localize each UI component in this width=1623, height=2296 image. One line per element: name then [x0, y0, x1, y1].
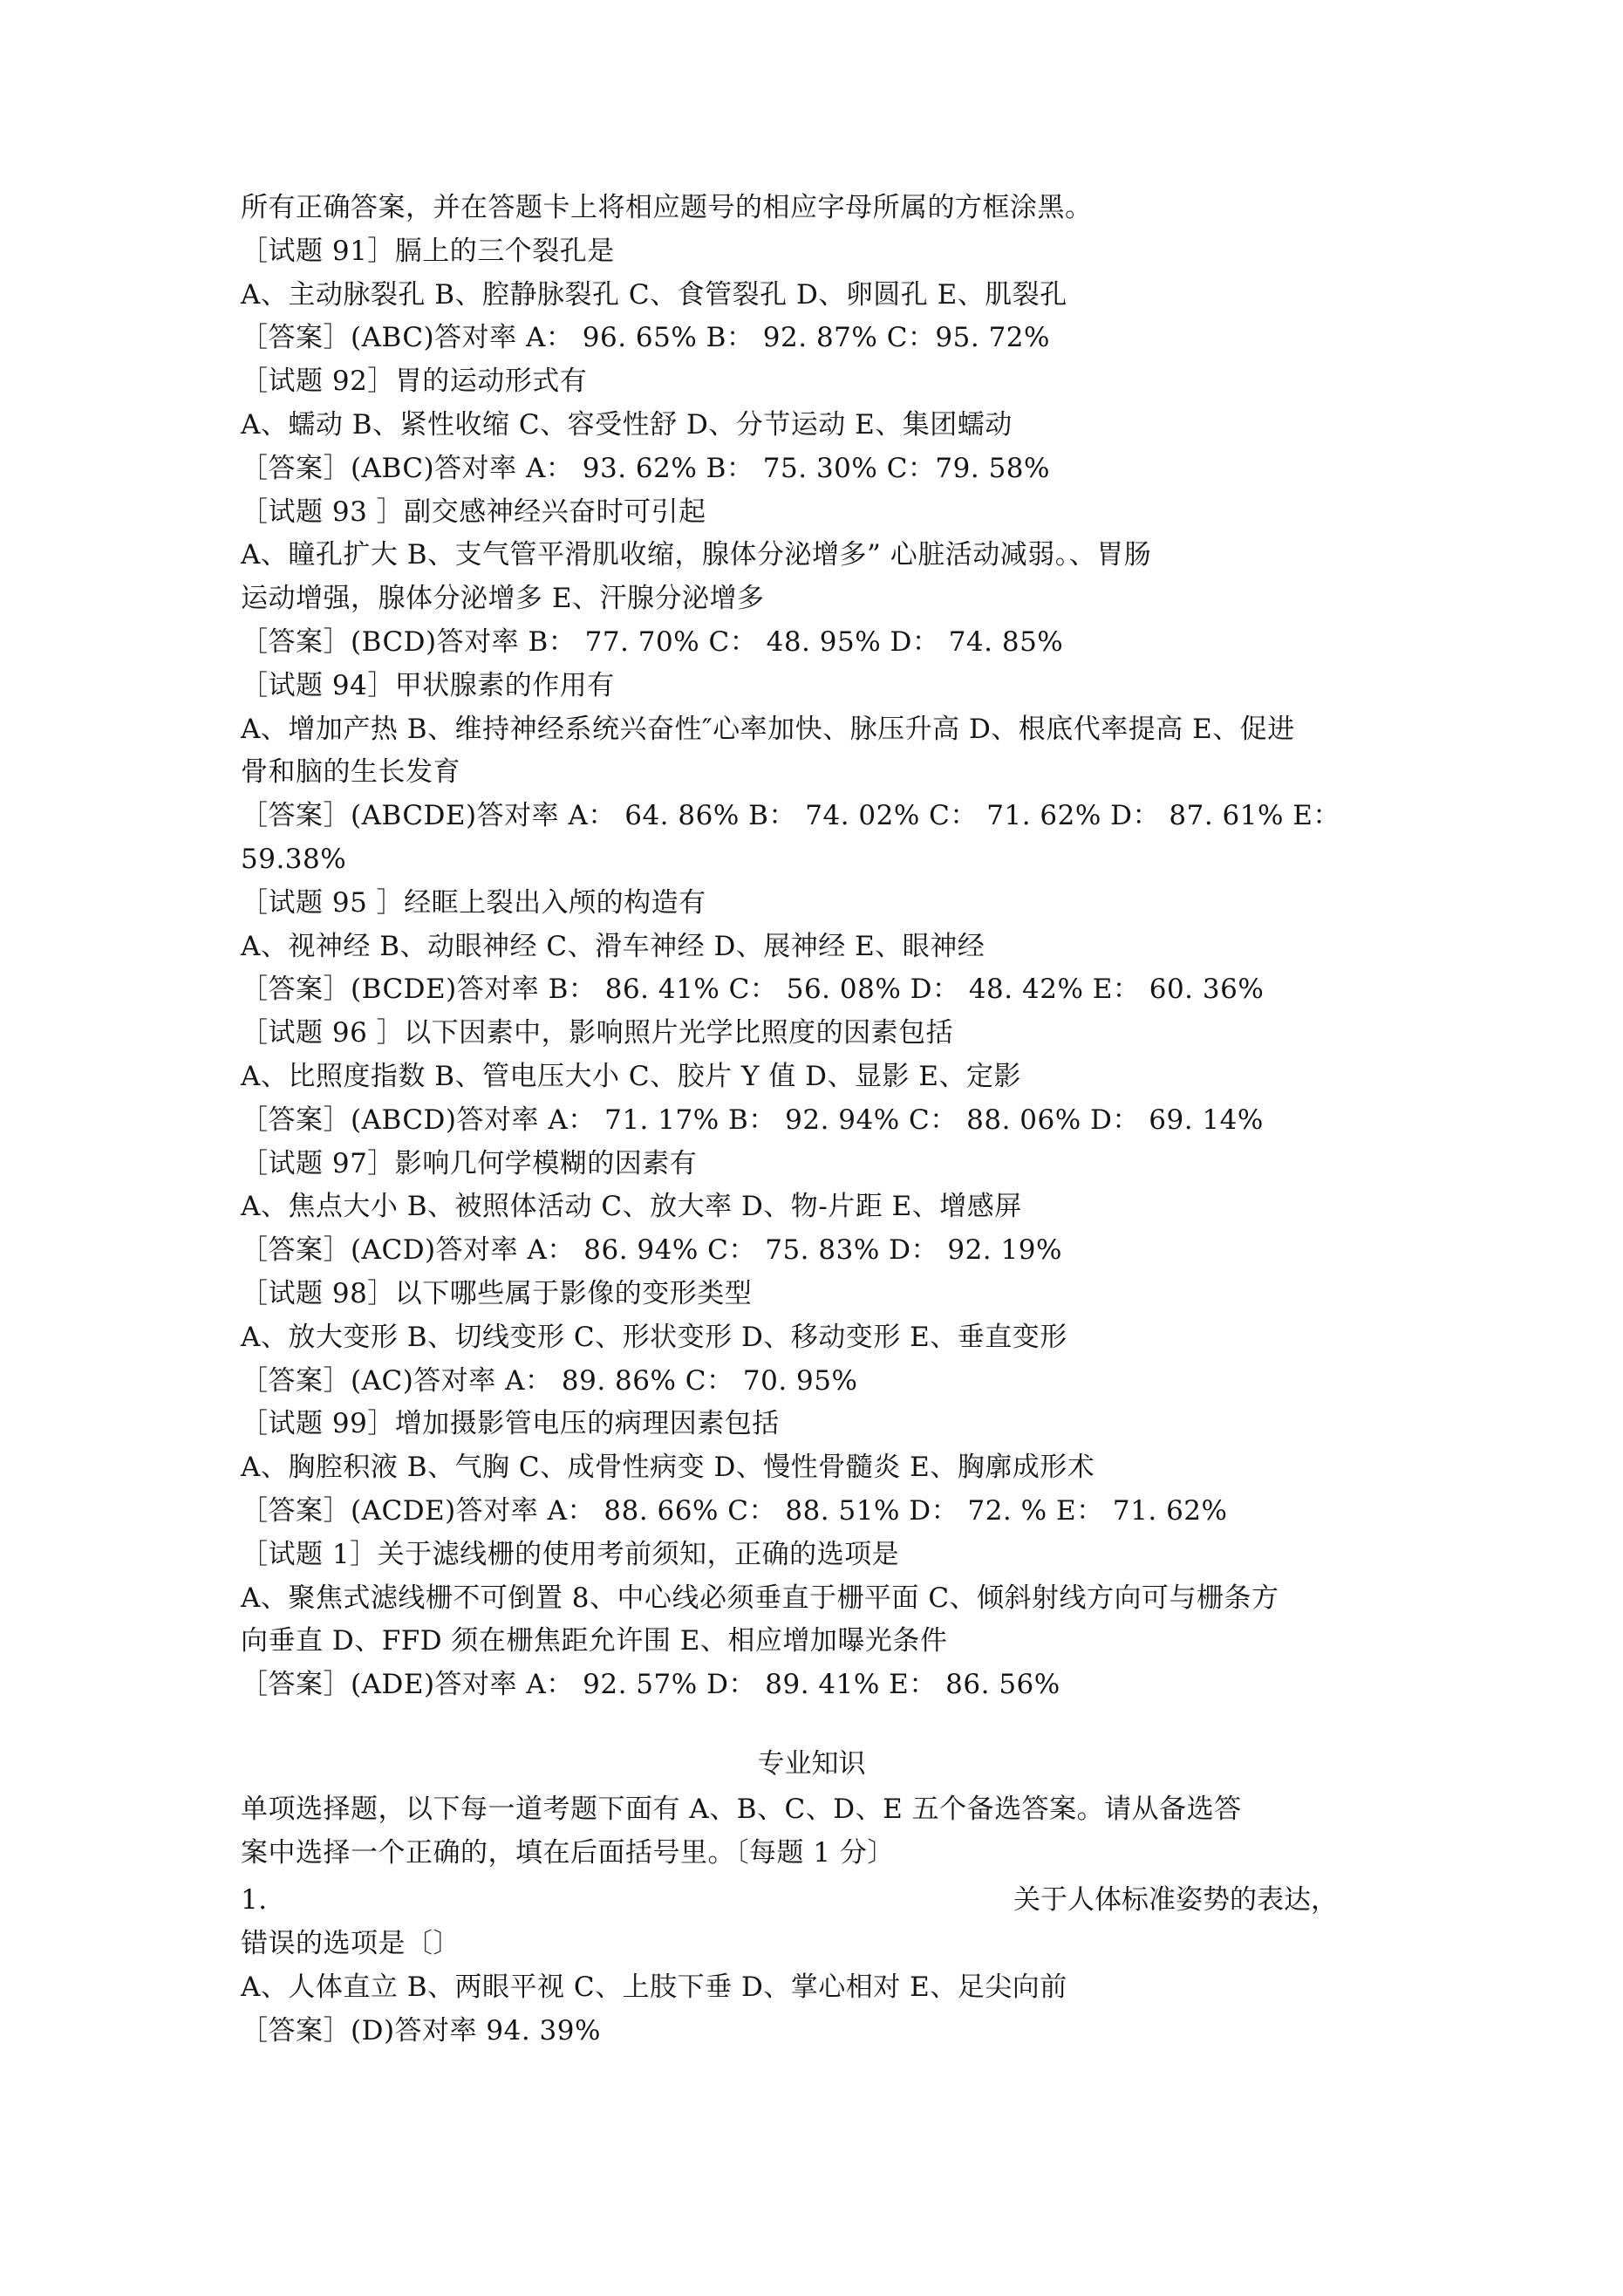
text-line: 所有正确答案，并在答题卡上将相应题号的相应字母所属的方框涂黑。	[241, 192, 1093, 223]
text-line: ［试题 94］甲状腺素的作用有	[241, 669, 615, 701]
text-line: ［答案］(ACD)答对率 A： 86. 94% C： 75. 83% D： 92. 19%	[241, 1234, 1062, 1267]
text-line: ［答案］(ABCDE)答对率 A： 64. 86% B： 74. 02% C： 71. 62% D： 87. 61% E：	[241, 800, 1340, 832]
question-text: 关于人体标准姿势的表达，	[1013, 1884, 1338, 1916]
text-line: ［试题 1］关于滤线栅的使用考前须知，正确的选项是	[241, 1538, 900, 1570]
text-line: ［答案］(D)答对率 94. 39%	[241, 2015, 601, 2047]
text-line: ［答案］(ADE)答对率 A： 92. 57% D： 89. 41% E： 86. 56%	[241, 1669, 1060, 1701]
text-line: A、主动脉裂孔 B、腔静脉裂孔 C、食管裂孔 D、卵圆孔 E、肌裂孔	[241, 278, 1067, 311]
text-line: A、胸腔积液 B、气胸 C、成骨性病变 D、慢性骨髓炎 E、胸廓成形术	[241, 1452, 1095, 1484]
text-line: A、瞳孔扩大 B、支气管平滑肌收缩，腺体分泌增多” 心脏活动减弱。、胃肠	[241, 539, 1152, 571]
instruction-line: 案中选择一个正确的，填在后面括号里。〔每题 1 分〕	[241, 1837, 895, 1869]
text-line: ［试题 97］影响几何学模糊的因素有	[241, 1147, 698, 1179]
text-line: ［试题 92］胃的运动形式有	[241, 366, 588, 398]
text-line: ［答案］(ACDE)答对率 A： 88. 66% C： 88. 51% D： 72. % E： 71. 62%	[241, 1495, 1228, 1527]
text-line: ［答案］(ABCD)答对率 A： 71. 17% B： 92. 94% C： 88. 06% D： 69. 14%	[241, 1104, 1264, 1136]
text-line: 错误的选项是〔〕	[241, 1928, 460, 1959]
text-line: A、聚焦式滤线栅不可倒置 8、中心线必须垂直于栅平面 C、倾斜射线方向可与栅条方	[241, 1582, 1279, 1614]
text-line: ［答案］(ABC)答对率 A： 93. 62% B： 75. 30% C：79. 58%	[241, 452, 1050, 484]
text-line: 向垂直 D、FFD 须在栅焦距允许围 E、相应增加曝光条件	[241, 1625, 948, 1657]
text-line: ［试题 98］以下哪些属于影像的变形类型	[241, 1278, 753, 1309]
text-line: A、放大变形 B、切线变形 C、形状变形 D、移动变形 E、垂直变形	[241, 1321, 1067, 1353]
instruction-line: 单项选择题，以下每一道考题下面有 A、B、C、D、E 五个备选答案。请从备选答	[241, 1794, 1242, 1825]
text-line: ［答案］(BCDE)答对率 B： 86. 41% C： 56. 08% D： 48. 42% E： 60. 36%	[241, 974, 1265, 1006]
text-line: ［试题 95 ］经眶上裂出入颅的构造有	[241, 886, 706, 919]
text-line: A、焦点大小 B、被照体活动 C、放大率 D、物-片距 E、增感屏	[241, 1191, 1022, 1223]
text-line: ［试题 96 ］以下因素中，影响照片光学比照度的因素包括	[241, 1017, 954, 1049]
text-line: A、增加产热 B、维持神经系统兴奋性″心率加快、脉压升高 D、根底代率提高 E、促进	[241, 713, 1295, 745]
text-line: ［试题 99］增加摄影管电压的病理因素包括	[241, 1408, 780, 1440]
text-line: 骨和脑的生长发育	[241, 756, 460, 789]
text-line: 运动增强，腺体分泌增多 E、汗腺分泌增多	[241, 583, 765, 615]
text-line: 59.38%	[241, 844, 347, 875]
text-line: A、视神经 B、动眼神经 C、滑车神经 D、展神经 E、眼神经	[241, 930, 985, 962]
text-line: ［答案］(ABC)答对率 A： 96. 65% B： 92. 87% C：95. 72%	[241, 322, 1050, 354]
text-line: ［试题 91］膈上的三个裂孔是	[241, 235, 615, 267]
question-number: 1.	[241, 1884, 268, 1916]
section-title: 专业知识	[757, 1748, 866, 1780]
text-line: A、蠕动 B、紧性收缩 C、容受性舒 D、分节运动 E、集团蠕动	[241, 409, 1013, 441]
text-line: ［试题 93 ］副交感神经兴奋时可引起	[241, 495, 706, 528]
text-line: ［答案］(BCD)答对率 B： 77. 70% C： 48. 95% D： 74. 85%	[241, 626, 1064, 658]
text-line: A、比照度指数 B、管电压大小 C、胶片 Y 值 D、显影 E、定影	[241, 1061, 1021, 1092]
text-line: ［答案］(AC)答对率 A： 89. 86% C： 70. 95%	[241, 1364, 858, 1397]
text-line: A、人体直立 B、两眼平视 C、上肢下垂 D、掌心相对 E、足尖向前	[241, 1971, 1067, 2003]
